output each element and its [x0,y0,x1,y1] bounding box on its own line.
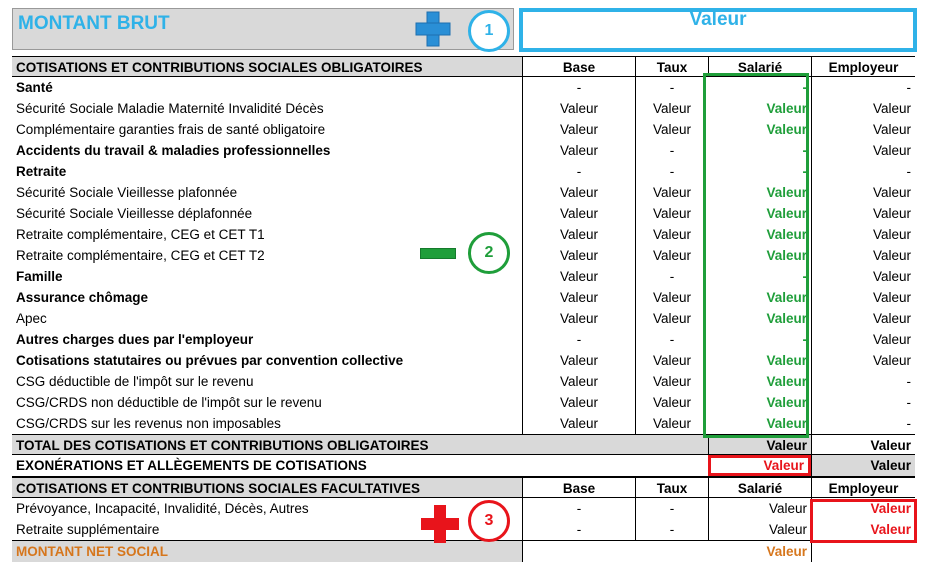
row-salarie: - [802,269,807,284]
row-label: Autres charges dues par l'employeur [16,332,254,347]
row-label: CSG/CRDS non déductible de l'impôt sur le revenu [16,395,322,410]
row-employeur: Valeur [811,98,915,119]
row-employeur: Valeur [811,245,915,266]
facultative-row [12,498,915,519]
fac-label: Retraite supplémentaire [16,522,160,537]
row-base: Valeur [522,308,635,329]
row-taux: - [635,77,708,98]
row-taux: Valeur [635,413,708,434]
row-base: Valeur [522,224,635,245]
row-taux: Valeur [635,392,708,413]
row-salarie: - [802,143,807,158]
row-taux: Valeur [635,224,708,245]
marker-3-badge [468,500,510,542]
exoneration-employeur: Valeur [811,455,915,476]
row-employeur: Valeur [811,329,915,350]
salarie-highlight-box [703,73,809,438]
header-base: Base [522,56,635,77]
marker-3-number: 3 [484,512,494,529]
row-base: Valeur [522,98,635,119]
row-taux: Valeur [635,98,708,119]
row-salarie: - [802,164,807,179]
fac-base: - [522,519,635,540]
row-label: Retraite [16,164,67,179]
total-label: TOTAL DES COTISATIONS ET CONTRIBUTIONS OBLIGATOIRES [12,434,708,455]
row-salarie: Valeur [766,311,807,326]
row-base: - [522,161,635,182]
row-base: Valeur [522,371,635,392]
row-salarie: Valeur [766,416,807,431]
header2-base: Base [522,477,635,498]
fac-employeur: Valeur [811,498,915,519]
fac-employeur: Valeur [811,519,915,540]
row-label: Apec [16,311,47,326]
total-salarie: Valeur [708,434,811,455]
row-base: Valeur [522,119,635,140]
row-salarie: Valeur [766,395,807,410]
facultatives-body [12,498,915,540]
row-taux: - [635,266,708,287]
row-employeur: Valeur [811,224,915,245]
fac-taux: - [635,519,708,540]
row-salarie: Valeur [766,290,807,305]
fac-salarie: Valeur [708,519,811,540]
header-facultatives-label: COTISATIONS ET CONTRIBUTIONS SOCIALES FACULTATIVES [12,477,522,498]
exoneration-salarie: Valeur [708,455,811,476]
row-employeur: Valeur [811,287,915,308]
employeur-facultatives-highlight [810,499,917,543]
total-employeur: Valeur [811,434,915,455]
net-label: MONTANT NET SOCIAL [12,541,522,562]
row-taux: Valeur [635,182,708,203]
row-employeur: Valeur [811,308,915,329]
row-label: Santé [16,80,53,95]
row-salarie: Valeur [766,206,807,221]
row-taux: Valeur [635,350,708,371]
row-taux: - [635,140,708,161]
row-base: Valeur [522,350,635,371]
row-salarie: - [802,332,807,347]
row-taux: Valeur [635,308,708,329]
row-employeur: Valeur [811,182,915,203]
net-employeur-empty [811,541,915,562]
header-facultatives-row [12,477,915,498]
marker-1-number: 1 [484,22,494,39]
row-base: Valeur [522,182,635,203]
row-salarie: Valeur [766,353,807,368]
row-base: Valeur [522,287,635,308]
net-base-empty [522,541,635,562]
row-employeur: Valeur [811,119,915,140]
row-employeur: - [811,392,915,413]
header-employeur: Employeur [811,56,915,77]
row-employeur: Valeur [811,140,915,161]
net-salarie: Valeur [766,544,807,559]
row-employeur: - [811,413,915,434]
net-row [12,540,915,562]
row-salarie: Valeur [766,374,807,389]
montant-brut-value-box [519,8,917,52]
row-base: - [522,77,635,98]
row-salarie: Valeur [766,101,807,116]
header-salarie: Salarié [708,56,811,77]
row-base: Valeur [522,203,635,224]
row-taux: - [635,329,708,350]
montant-brut-title: MONTANT BRUT [18,13,170,34]
row-employeur: Valeur [811,350,915,371]
row-label: Retraite complémentaire, CEG et CET T1 [16,227,265,242]
row-taux: Valeur [635,245,708,266]
row-label: Cotisations statutaires ou prévues par convention collective [16,353,404,368]
header2-employeur: Employeur [811,477,915,498]
exoneration-row [12,455,915,477]
row-employeur: - [811,371,915,392]
row-salarie: - [802,80,807,95]
header2-taux: Taux [635,477,708,498]
row-label: CSG déductible de l'impôt sur le revenu [16,374,254,389]
marker-2-badge [468,232,510,274]
row-label: Sécurité Sociale Vieillesse déplafonnée [16,206,253,221]
marker-2-number: 2 [484,244,494,261]
plus-red-icon [420,504,460,544]
exoneration-label: EXONÉRATIONS ET ALLÈGEMENTS DE COTISATIONS [16,458,367,473]
row-label: Sécurité Sociale Maladie Maternité Invalidité Décès [16,101,324,116]
facultative-row [12,519,915,540]
header-obligatoires-label: COTISATIONS ET CONTRIBUTIONS SOCIALES OBLIGATOIRES [12,56,522,77]
row-taux: Valeur [635,371,708,392]
row-employeur: - [811,161,915,182]
row-label: Famille [16,269,63,284]
row-base: Valeur [522,140,635,161]
row-label: Retraite complémentaire, CEG et CET T2 [16,248,265,263]
row-employeur: Valeur [811,266,915,287]
row-salarie: Valeur [766,227,807,242]
plus-blue-icon [414,10,452,48]
row-label: CSG/CRDS sur les revenus non imposables [16,416,281,431]
row-base: Valeur [522,266,635,287]
marker-1-badge [468,10,510,52]
minus-green-icon [420,248,456,259]
row-label: Assurance chômage [16,290,149,305]
row-base: Valeur [522,392,635,413]
row-taux: Valeur [635,287,708,308]
row-base: Valeur [522,245,635,266]
row-label: Sécurité Sociale Vieillesse plafonnée [16,185,238,200]
row-employeur: - [811,77,915,98]
row-salarie: Valeur [766,122,807,137]
row-taux: Valeur [635,203,708,224]
fac-label: Prévoyance, Incapacité, Invalidité, Décès, Autres [16,501,309,516]
header2-salarie: Salarié [708,477,811,498]
fac-base: - [522,498,635,519]
row-base: - [522,329,635,350]
fac-taux: - [635,498,708,519]
row-employeur: Valeur [811,203,915,224]
row-salarie: Valeur [766,248,807,263]
row-label: Accidents du travail & maladies professionnelles [16,143,331,158]
header-taux: Taux [635,56,708,77]
row-base: Valeur [522,413,635,434]
fac-salarie: Valeur [708,498,811,519]
row-salarie: Valeur [766,185,807,200]
montant-brut-value: Valeur [689,9,747,30]
row-taux: Valeur [635,119,708,140]
row-taux: - [635,161,708,182]
row-label: Complémentaire garanties frais de santé obligatoire [16,122,326,137]
